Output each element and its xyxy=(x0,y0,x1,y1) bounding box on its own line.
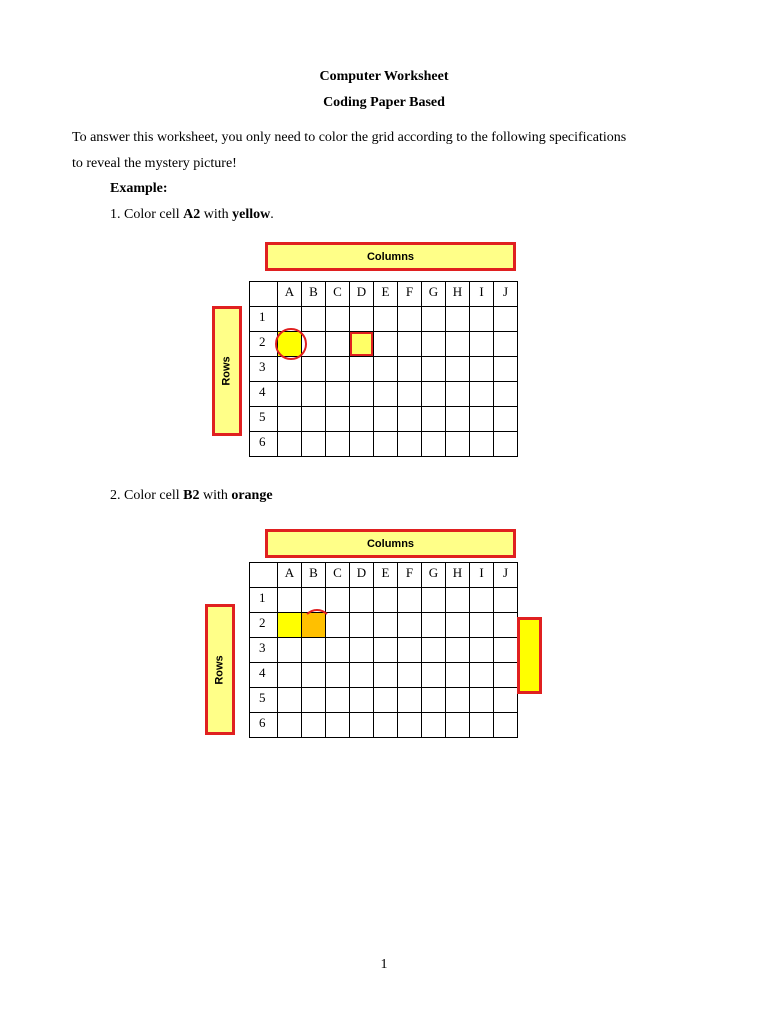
grid-cell-F5[interactable] xyxy=(398,407,422,432)
grid-cell-G5[interactable] xyxy=(422,688,446,713)
grid-cell-E2[interactable] xyxy=(374,613,398,638)
row-header: 6 xyxy=(250,432,278,457)
grid-cell-H5[interactable] xyxy=(446,688,470,713)
grid-cell-B5[interactable] xyxy=(302,407,326,432)
grid-cell-E3[interactable] xyxy=(374,357,398,382)
grid-cell-G5[interactable] xyxy=(422,407,446,432)
grid-cell-B4[interactable] xyxy=(302,382,326,407)
grid-cell-E1[interactable] xyxy=(374,307,398,332)
grid-cell-F4[interactable] xyxy=(398,663,422,688)
step-1-cell: A2 xyxy=(183,207,201,222)
grid-cell-A4[interactable] xyxy=(278,382,302,407)
grid-cell-A2[interactable] xyxy=(278,613,302,638)
row-header: 1 xyxy=(250,588,278,613)
grid-cell-A3[interactable] xyxy=(278,638,302,663)
column-header: D xyxy=(350,563,374,588)
intro-line-1: To answer this worksheet, you only need to color the grid according to the following specifications xyxy=(72,130,627,145)
grid-cell-F6[interactable] xyxy=(398,713,422,738)
grid-cell-I3[interactable] xyxy=(470,357,494,382)
grid-cell-J2[interactable] xyxy=(494,332,518,357)
step-2-color: orange xyxy=(231,488,273,503)
grid-cell-G6[interactable] xyxy=(422,432,446,457)
grid-cell-D2[interactable] xyxy=(350,332,374,357)
grid-cell-D3[interactable] xyxy=(350,638,374,663)
grid-cell-C1[interactable] xyxy=(326,588,350,613)
step-2-instruction xyxy=(110,486,273,506)
grid-cell-A1[interactable] xyxy=(278,588,302,613)
worksheet-subtitle: Coding Paper Based xyxy=(323,95,445,110)
grid-cell-D5[interactable] xyxy=(350,407,374,432)
grid-cell-G3[interactable] xyxy=(422,357,446,382)
columns-label-2-text: Columns xyxy=(366,537,415,550)
grid-cell-A3[interactable] xyxy=(278,357,302,382)
grid-cell-C3[interactable] xyxy=(326,357,350,382)
column-header: A xyxy=(278,282,302,307)
grid-cell-D6[interactable] xyxy=(350,432,374,457)
column-header: C xyxy=(326,563,350,588)
step-2-cell: B2 xyxy=(183,488,200,503)
grid-cell-F3[interactable] xyxy=(398,638,422,663)
page-number: 1 xyxy=(380,957,388,972)
step-1-prefix: 1. Color cell xyxy=(110,207,184,222)
grid-cell-B6[interactable] xyxy=(302,713,326,738)
columns-label-1 xyxy=(265,242,516,271)
column-header: B xyxy=(302,282,326,307)
grid-cell-I3[interactable] xyxy=(470,638,494,663)
row-header: 2 xyxy=(250,613,278,638)
grid-cell-F2[interactable] xyxy=(398,613,422,638)
step-1-suffix: . xyxy=(270,207,274,222)
grid-cell-F4[interactable] xyxy=(398,382,422,407)
rows-label-1-text: Rows xyxy=(221,356,233,386)
grid-cell-D5[interactable] xyxy=(350,688,374,713)
row-header: 3 xyxy=(250,357,278,382)
step-2-middle: with xyxy=(199,488,232,503)
grid-cell-E3[interactable] xyxy=(374,638,398,663)
column-header: E xyxy=(374,563,398,588)
grid-cell-H2[interactable] xyxy=(446,613,470,638)
grid-cell-B6[interactable] xyxy=(302,432,326,457)
grid-cell-E1[interactable] xyxy=(374,588,398,613)
grid-cell-J6[interactable] xyxy=(494,432,518,457)
grid-cell-D4[interactable] xyxy=(350,663,374,688)
grid-cell-G2[interactable] xyxy=(422,332,446,357)
grid-cell-F3[interactable] xyxy=(398,357,422,382)
grid-cell-H3[interactable] xyxy=(446,357,470,382)
rows-label-1 xyxy=(212,306,242,436)
column-header: H xyxy=(446,282,470,307)
grid-cell-G2[interactable] xyxy=(422,613,446,638)
grid-cell-J5[interactable] xyxy=(494,407,518,432)
grid-cell-J4[interactable] xyxy=(494,663,518,688)
grid-cell-G6[interactable] xyxy=(422,713,446,738)
grid-cell-A4[interactable] xyxy=(278,663,302,688)
grid-cell-E5[interactable] xyxy=(374,688,398,713)
grid-cell-C6[interactable] xyxy=(326,432,350,457)
grid-cell-F5[interactable] xyxy=(398,688,422,713)
grid-cell-J6[interactable] xyxy=(494,713,518,738)
grid-cell-J4[interactable] xyxy=(494,382,518,407)
grid-cell-E6[interactable] xyxy=(374,713,398,738)
column-header: I xyxy=(470,563,494,588)
grid-cell-H6[interactable] xyxy=(446,432,470,457)
grid-cell-H4[interactable] xyxy=(446,663,470,688)
grid-cell-E5[interactable] xyxy=(374,407,398,432)
column-header: J xyxy=(494,282,518,307)
row-header: 2 xyxy=(250,332,278,357)
grid-cell-H5[interactable] xyxy=(446,407,470,432)
coding-grid-1 xyxy=(249,281,518,457)
grid-cell-A6[interactable] xyxy=(278,713,302,738)
grid-cell-F6[interactable] xyxy=(398,432,422,457)
grid-cell-J1[interactable] xyxy=(494,588,518,613)
grid-cell-A5[interactable] xyxy=(278,688,302,713)
grid-cell-I5[interactable] xyxy=(470,688,494,713)
column-header: G xyxy=(422,563,446,588)
grid-cell-D1[interactable] xyxy=(350,588,374,613)
grid-cell-H6[interactable] xyxy=(446,713,470,738)
grid-cell-H1[interactable] xyxy=(446,307,470,332)
column-header: G xyxy=(422,282,446,307)
row-header: 4 xyxy=(250,663,278,688)
row-header: 3 xyxy=(250,638,278,663)
grid-cell-B5[interactable] xyxy=(302,688,326,713)
column-header: C xyxy=(326,282,350,307)
grid-cell-J2[interactable] xyxy=(494,613,518,638)
row-header: 4 xyxy=(250,382,278,407)
grid-cell-G4[interactable] xyxy=(422,382,446,407)
grid-cell-H1[interactable] xyxy=(446,588,470,613)
grid-cell-C4[interactable] xyxy=(326,382,350,407)
grid-cell-E6[interactable] xyxy=(374,432,398,457)
grid-cell-H4[interactable] xyxy=(446,382,470,407)
step-1-instruction xyxy=(110,205,274,225)
row-header: 6 xyxy=(250,713,278,738)
grid-cell-C5[interactable] xyxy=(326,688,350,713)
grid-cell-I2[interactable] xyxy=(470,332,494,357)
column-header: F xyxy=(398,282,422,307)
intro-line-2: to reveal the mystery picture! xyxy=(72,156,237,171)
rows-label-2 xyxy=(205,604,235,735)
grid-corner-cell xyxy=(250,282,278,307)
column-header: F xyxy=(398,563,422,588)
grid-cell-F2[interactable] xyxy=(398,332,422,357)
grid-cell-C4[interactable] xyxy=(326,663,350,688)
grid-cell-I1[interactable] xyxy=(470,588,494,613)
column-header: E xyxy=(374,282,398,307)
step-1-middle: with xyxy=(200,207,233,222)
row-header: 5 xyxy=(250,688,278,713)
grid-cell-H2[interactable] xyxy=(446,332,470,357)
grid-cell-G1[interactable] xyxy=(422,307,446,332)
column-header: D xyxy=(350,282,374,307)
grid-cell-F1[interactable] xyxy=(398,307,422,332)
rows-label-2-text: Rows xyxy=(214,654,226,685)
grid-cell-C3[interactable] xyxy=(326,638,350,663)
grid-cell-J3[interactable] xyxy=(494,638,518,663)
grid-cell-G4[interactable] xyxy=(422,663,446,688)
grid-cell-D4[interactable] xyxy=(350,382,374,407)
worksheet-title: Computer Worksheet xyxy=(319,69,449,84)
grid-cell-I4[interactable] xyxy=(470,382,494,407)
column-header: B xyxy=(302,563,326,588)
grid-cell-D2[interactable] xyxy=(350,613,374,638)
grid-cell-A5[interactable] xyxy=(278,407,302,432)
grid-cell-I6[interactable] xyxy=(470,713,494,738)
grid-cell-I1[interactable] xyxy=(470,307,494,332)
highlight-circle-1 xyxy=(275,328,307,360)
grid-cell-A6[interactable] xyxy=(278,432,302,457)
grid-cell-C2[interactable] xyxy=(326,332,350,357)
column-header: I xyxy=(470,282,494,307)
grid-cell-I5[interactable] xyxy=(470,407,494,432)
grid-cell-C5[interactable] xyxy=(326,407,350,432)
grid-cell-G3[interactable] xyxy=(422,638,446,663)
grid-cell-E4[interactable] xyxy=(374,382,398,407)
column-header: H xyxy=(446,563,470,588)
grid-cell-H3[interactable] xyxy=(446,638,470,663)
column-header: J xyxy=(494,563,518,588)
grid-corner-cell xyxy=(250,563,278,588)
grid-cell-I2[interactable] xyxy=(470,613,494,638)
grid-cell-D6[interactable] xyxy=(350,713,374,738)
grid-cell-I4[interactable] xyxy=(470,663,494,688)
grid-cell-C6[interactable] xyxy=(326,713,350,738)
grid-cell-E4[interactable] xyxy=(374,663,398,688)
grid-cell-B3[interactable] xyxy=(302,638,326,663)
columns-label-1-text: Columns xyxy=(366,250,415,263)
grid-cell-B4[interactable] xyxy=(302,663,326,688)
grid-cell-D1[interactable] xyxy=(350,307,374,332)
grid-cell-B1[interactable] xyxy=(302,307,326,332)
grid-cell-J3[interactable] xyxy=(494,357,518,382)
step-1-color: yellow xyxy=(232,207,271,222)
grid-cell-E2[interactable] xyxy=(374,332,398,357)
grid-cell-B3[interactable] xyxy=(302,357,326,382)
coding-grid-2 xyxy=(249,562,518,738)
grid-cell-G1[interactable] xyxy=(422,588,446,613)
side-decoration-box xyxy=(517,617,542,694)
column-header: A xyxy=(278,563,302,588)
highlight-circle-2 xyxy=(302,609,332,639)
row-header: 1 xyxy=(250,307,278,332)
grid-cell-C1[interactable] xyxy=(326,307,350,332)
grid-cell-J1[interactable] xyxy=(494,307,518,332)
grid-cell-J5[interactable] xyxy=(494,688,518,713)
grid-cell-D3[interactable] xyxy=(350,357,374,382)
row-header: 5 xyxy=(250,407,278,432)
columns-label-2 xyxy=(265,529,516,558)
grid-cell-F1[interactable] xyxy=(398,588,422,613)
step-2-prefix: 2. Color cell xyxy=(110,488,184,503)
example-label: Example: xyxy=(110,181,168,196)
grid-cell-I6[interactable] xyxy=(470,432,494,457)
